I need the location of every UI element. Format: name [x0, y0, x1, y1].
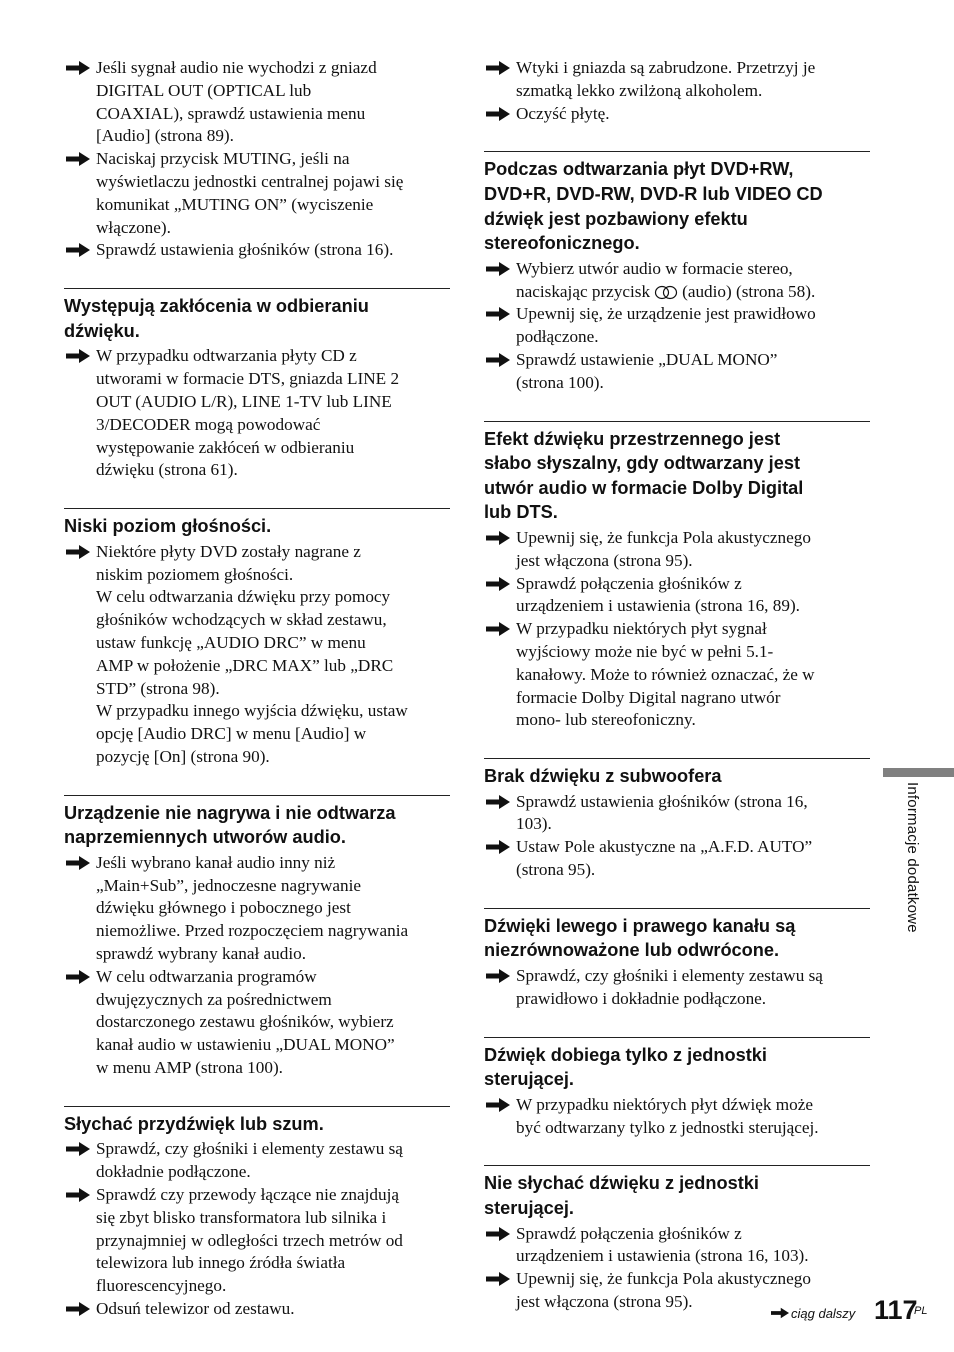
side-tab-label: Informacje dodatkowe	[904, 782, 921, 933]
list-item	[484, 57, 870, 103]
item-text: Sprawdź ustawienie „DUAL MONO” (strona 100).	[516, 349, 778, 392]
arrow-right-icon	[485, 352, 511, 368]
section-title: Słychać przydźwięk lub szum.	[64, 1113, 324, 1134]
arrow-right-icon	[485, 306, 511, 322]
arrow-right-icon	[485, 839, 511, 855]
arrow-right-icon	[485, 261, 511, 277]
arrow-right-icon	[770, 1307, 790, 1319]
list-item	[64, 57, 450, 148]
arrow-right-icon	[485, 106, 511, 122]
item-text-after: (audio) (strona 58).	[682, 281, 816, 301]
item-text: Sprawdź ustawienia głośników (strona 16).	[96, 240, 394, 260]
section-channel-balance	[484, 908, 870, 1011]
list-item	[484, 258, 870, 304]
arrow-right-icon	[485, 621, 511, 637]
arrow-right-icon	[485, 576, 511, 592]
item-text: Odsuń telewizor od zestawu.	[96, 1299, 295, 1319]
section-title: Dźwięk dobiega tylko z jednostki sterującej.	[484, 1044, 767, 1090]
section-title: Urządzenie nie nagrywa i nie odtwarza naprzemiennych utworów audio.	[64, 802, 396, 848]
list-item	[484, 527, 870, 573]
item-text: Sprawdź czy przewody łączące nie znajdują się zbyt blisko transformatora lub silnika i przynajmniej w odległości trzech metrów od telewizora lub innego źródła światła fluorescencyjnego.	[96, 1185, 403, 1296]
list-item	[64, 1184, 450, 1298]
list-item	[484, 349, 870, 395]
item-text: Jeśli sygnał audio nie wychodzi z gniazd DIGITAL OUT (OPTICAL lub COAXIAL), sprawdź ustawienia menu [Audio] (strona 89).	[96, 58, 377, 146]
section-no-center	[484, 1165, 870, 1313]
audio-button-icon	[654, 285, 678, 300]
section-alternate-audio	[64, 795, 450, 1080]
arrow-right-icon	[65, 1301, 91, 1317]
list-item	[64, 966, 450, 1080]
arrow-right-icon	[485, 794, 511, 810]
item-text: Wtyki i gniazda są zabrudzone. Przetrzyj je szmatką lekko zwilżoną alkoholem.	[516, 58, 816, 100]
item-text: Upewnij się, że urządzenie jest prawidłowo podłączone.	[516, 304, 816, 347]
item-text-before: Wybierz utwór audio w formacie stereo, naciskając przycisk	[516, 258, 793, 301]
list-item	[484, 965, 870, 1011]
item-text: Ustaw Pole akustyczne na „A.F.D. AUTO” (strona 95).	[516, 837, 813, 880]
arrow-right-icon	[485, 1097, 511, 1113]
section-no-stereo	[484, 151, 870, 394]
item-text: Sprawdź połączenia głośników z urządzeniem i ustawienia (strona 16, 89).	[516, 573, 800, 616]
section-no-subwoofer	[484, 758, 870, 882]
list-item	[64, 852, 450, 966]
arrow-right-icon	[65, 544, 91, 560]
item-text: Sprawdź, czy głośniki i elementy zestawu są dokładnie podłączone.	[96, 1139, 403, 1182]
section-title: Dźwięki lewego i prawego kanału są niezrównoważone lub odwrócone.	[484, 915, 796, 961]
item-text: W przypadku niektórych płyt sygnał wyjściowy może nie być w pełni 5.1- kanałowy. Może to również oznaczać, że w formacie Dolby Digital nagrano utwór mono- lub stereofoniczny.	[516, 619, 815, 730]
list-item	[484, 1094, 870, 1140]
list-item	[484, 303, 870, 349]
arrow-right-icon	[485, 60, 511, 76]
left-column	[64, 57, 450, 1321]
section-title: Efekt dźwięku przestrzennego jest słabo słyszalny, gdy odtwarzany jest utwór audio w formacie Dolby Digital lub DTS.	[484, 428, 804, 523]
section-title: Brak dźwięku z subwoofera	[484, 766, 722, 787]
item-text: Sprawdź ustawienia głośników (strona 16, 103).	[516, 791, 808, 834]
list-item	[484, 836, 870, 882]
item-text: W przypadku niektórych płyt dźwięk może być odtwarzany tylko z jednostki sterującej.	[516, 1094, 819, 1137]
item-text: Sprawdź, czy głośniki i elementy zestawu są prawidłowo i dokładnie podłączone.	[516, 966, 823, 1008]
list-item	[484, 791, 870, 837]
section-low-volume	[64, 508, 450, 769]
list-item	[64, 1298, 450, 1321]
right-column	[484, 57, 870, 1314]
section-title: Podczas odtwarzania płyt DVD+RW, DVD+R, DVD-RW, DVD-R lub VIDEO CD dźwięk jest pozbawiony efektu stereofonicznego.	[484, 159, 823, 254]
left-intro-list	[64, 57, 450, 262]
list-item	[64, 1138, 450, 1184]
page-number: 117	[874, 1295, 918, 1325]
arrow-right-icon	[65, 969, 91, 985]
item-text: W przypadku odtwarzania płyty CD z utworami w formacie DTS, gniazda LINE 2 OUT (AUDIO L/R), LINE 1-TV lub LINE 3/DECODER mogą powodować występowanie zakłóceń w odbieraniu dźwięku (strona 61).	[96, 346, 400, 480]
arrow-right-icon	[65, 242, 91, 258]
list-item	[64, 345, 450, 482]
section-surround-weak	[484, 421, 870, 733]
list-item	[484, 618, 870, 732]
arrow-right-icon	[485, 530, 511, 546]
arrow-right-icon	[65, 60, 91, 76]
item-text: Niektóre płyty DVD zostały nagrane z niskim poziomem głośności. W celu odtwarzania dźwięku przy pomocy głośników wchodzących w skład zestawu, ustaw funkcję „AUDIO DRC” w menu AMP w położenie „DRC MAX” lub „DRC STD” (strona 98). W przypadku innego wyjścia dźwięku, ustaw opcję [Audio DRC] w menu [Audio] w pozycję [On] (strona 90).	[96, 541, 408, 766]
section-center-only	[484, 1037, 870, 1140]
section-noise-interference	[64, 288, 450, 482]
item-text: Naciskaj przycisk MUTING, jeśli na wyświetlaczu jednostki centralnej pojawi się komunikat „MUTING ON” (wyciszenie włączone).	[96, 149, 404, 237]
right-intro-list	[484, 57, 870, 125]
list-item	[64, 239, 450, 262]
item-text: Upewnij się, że funkcja Pola akustycznego jest włączona (strona 95).	[516, 527, 811, 570]
side-tab-marker	[883, 768, 954, 777]
continued-note	[770, 1302, 855, 1324]
list-item	[64, 541, 450, 769]
arrow-right-icon	[485, 1226, 511, 1242]
list-item	[64, 148, 450, 239]
item-text: Oczyść płytę.	[516, 103, 610, 123]
item-text: Sprawdź połączenia głośników z urządzeniem i ustawienia (strona 16, 103).	[516, 1223, 809, 1266]
section-title: Występują zakłócenia w odbieraniu dźwięku.	[64, 296, 369, 341]
list-item	[484, 1223, 870, 1269]
item-text	[516, 258, 870, 304]
arrow-right-icon	[65, 1141, 91, 1157]
arrow-right-icon	[65, 1187, 91, 1203]
item-text: Upewnij się, że funkcja Pola akustycznego jest włączona (strona 95).	[516, 1269, 811, 1312]
section-title: Niski poziom głośności.	[64, 516, 272, 537]
section-hum-noise	[64, 1106, 450, 1321]
arrow-right-icon	[65, 855, 91, 871]
list-item	[484, 573, 870, 619]
arrow-right-icon	[65, 151, 91, 167]
item-text: Jeśli wybrano kanał audio inny niż „Main+Sub”, jednoczesne nagrywanie dźwięku głównego i pobocznego jest niemożliwe. Przed rozpoczęciem nagrywania sprawdź wybrany kanał audio.	[96, 852, 409, 964]
section-title: Nie słychać dźwięku z jednostki sterującej.	[484, 1173, 759, 1219]
arrow-right-icon	[485, 968, 511, 984]
item-text: W celu odtwarzania programów dwujęzycznych za pośrednictwem dostarczonego zestawu głośników, wybierz kanał audio w ustawieniu „DUAL MONO” w menu AMP (strona 100).	[96, 966, 395, 1078]
list-item	[484, 103, 870, 126]
arrow-right-icon	[485, 1271, 511, 1287]
continued-text: ciąg dalszy	[791, 1305, 856, 1321]
page-language-suffix: PL	[914, 1305, 928, 1317]
arrow-right-icon	[65, 348, 91, 364]
